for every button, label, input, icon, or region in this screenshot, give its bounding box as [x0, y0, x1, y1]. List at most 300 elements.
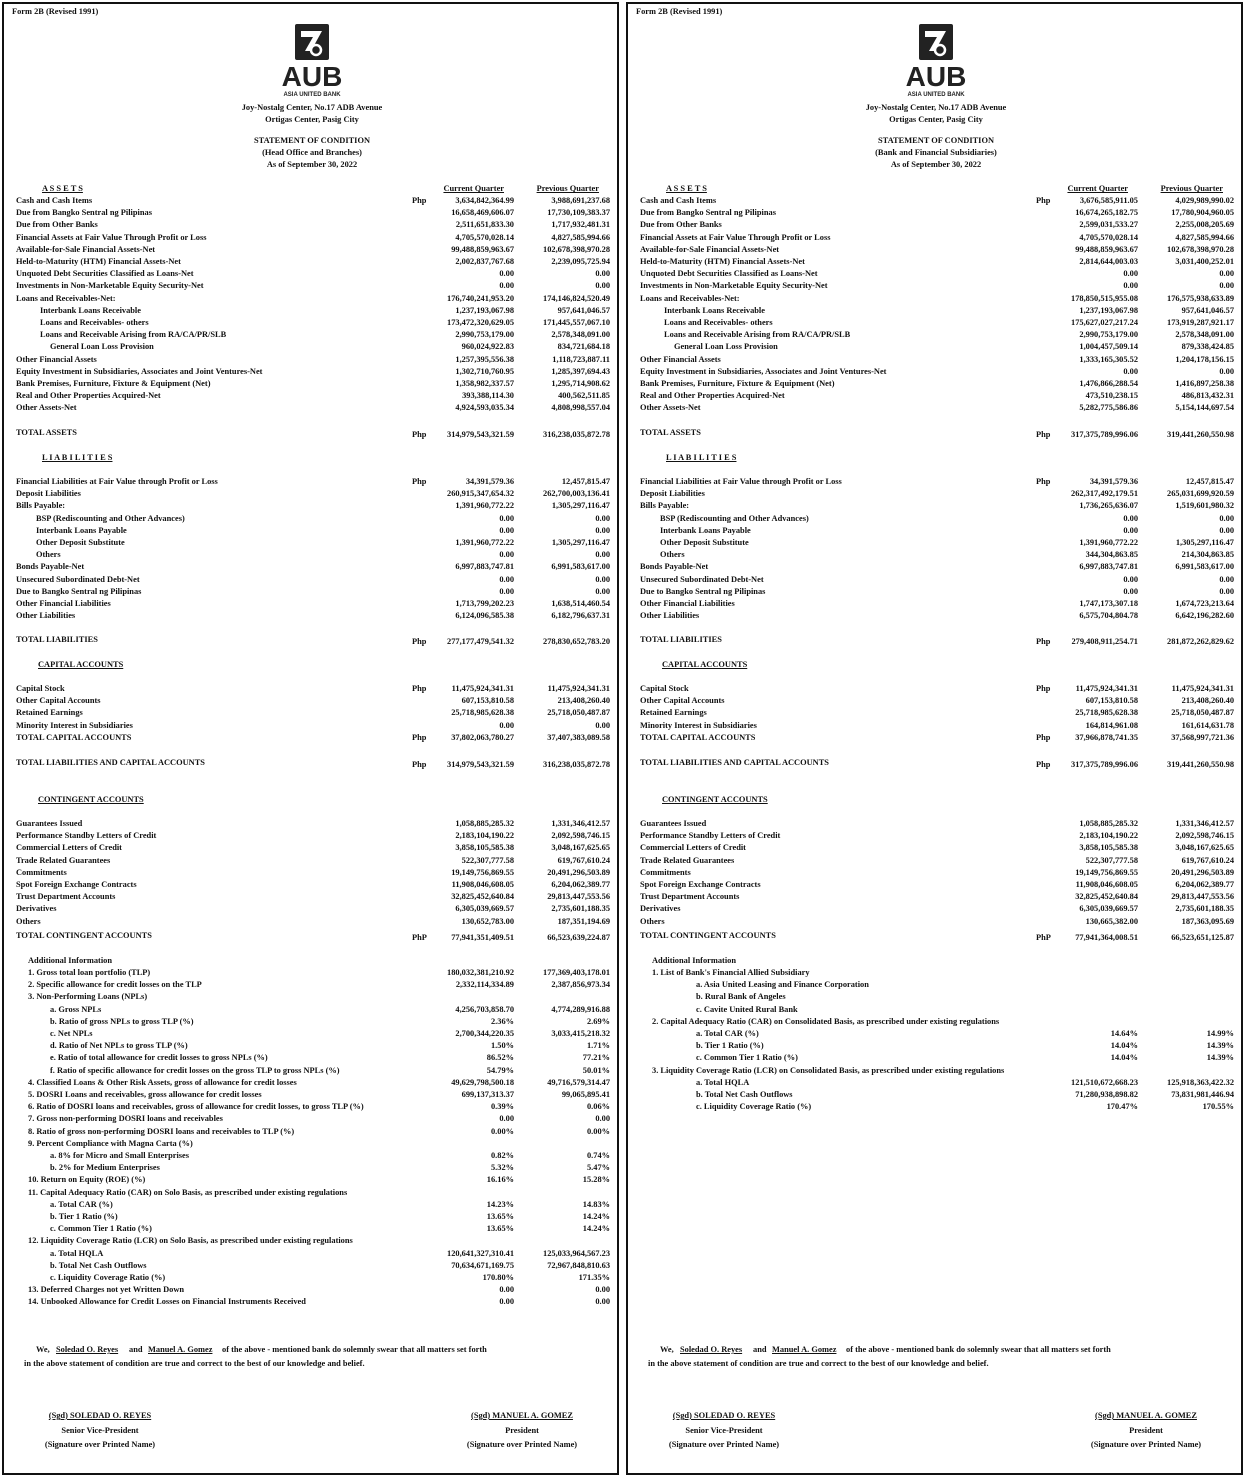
assets-row-previous: 173,919,287,921.17 — [1167, 318, 1234, 327]
assets-row-current: 173,472,320,629.05 — [447, 318, 514, 327]
liabilities-row-current: 0.00 — [499, 586, 514, 596]
assets-row-label: Loans and Receivables- others — [40, 318, 149, 327]
assets-row-label: Bank Premises, Furniture, Fixture & Equipment (Net) — [640, 379, 835, 388]
liabilities-row-label: Financial Liabilities at Fair Value through Profit or Loss — [16, 477, 218, 486]
assets-row-current: 2,814,644,003.03 — [1079, 257, 1138, 266]
capital-accounts-total-current: 314,979,543,321.59 — [447, 760, 514, 769]
liabilities-total-current: 279,408,911,254.71 — [1071, 637, 1138, 646]
additional-info-current: 14.64% — [1110, 1029, 1138, 1038]
assets-row-label: Equity Investment in Subsidiaries, Associates and Joint Ventures-Net — [16, 366, 263, 376]
statement-date: As of September 30, 2022 — [266, 160, 358, 169]
assets-header: A S S E T S — [42, 184, 83, 193]
contingent-accounts-row-label: Trade Related Guarantees — [640, 855, 735, 865]
capital-accounts-row-previous: 161,614,631.78 — [1181, 720, 1234, 730]
col-header-current: Current Quarter — [443, 184, 504, 193]
contingent-accounts-total-previous: 66,523,651,125.87 — [1171, 933, 1234, 942]
assets-row-label: Loans and Receivables-Net: — [640, 293, 740, 303]
assets-row-previous: 400,562,511.85 — [558, 391, 610, 401]
contingent-accounts-row-label: Others — [16, 916, 41, 926]
additional-info-previous: 125,918,363,422.32 — [1167, 1077, 1234, 1087]
contingent-accounts-row-label: Trust Department Accounts — [16, 892, 116, 902]
liabilities-row-current: 0.00 — [499, 525, 514, 535]
contingent-accounts-row-current: 11,908,046,608.05 — [1075, 880, 1138, 889]
oath-name1: Soledad O. Reyes — [56, 1345, 119, 1354]
assets-row-current: 2,599,031,533.27 — [1079, 220, 1138, 230]
contingent-accounts-row-current: 2,183,104,190.22 — [1079, 831, 1138, 841]
assets-row-previous: 4,827,585,994.66 — [1175, 232, 1234, 242]
liabilities-row-previous: 0.00 — [1219, 525, 1234, 535]
liabilities-row-previous: 0.00 — [595, 586, 610, 596]
currency-label: Php — [1036, 684, 1051, 693]
assets-row-current: 5,282,775,586.86 — [1079, 403, 1138, 413]
assets-row-label: Cash and Cash Items — [16, 196, 93, 205]
assets-row-current: 1,302,710,760.95 — [455, 366, 514, 376]
capital-accounts-row-label: TOTAL CAPITAL ACCOUNTS — [640, 732, 756, 742]
assets-row-label: Loans and Receivables- others — [664, 318, 773, 327]
assets-row-label: Due from Bangko Sentral ng Pilipinas — [640, 208, 776, 218]
contingent-accounts-row-previous: 187,363,095.69 — [1181, 916, 1234, 926]
contingent-accounts-row-label: Trust Department Accounts — [640, 892, 740, 902]
contingent-accounts-row-previous: 619,767,610.24 — [557, 855, 610, 865]
capital-accounts-row-label: Capital Stock — [640, 684, 689, 693]
assets-row-label: Equity Investment in Subsidiaries, Associates and Joint Ventures-Net — [640, 366, 887, 376]
additional-info-label: b. 2% for Medium Enterprises — [50, 1163, 160, 1173]
additional-info-current: 13.65% — [486, 1224, 514, 1234]
additional-info-label: c. Common Tier 1 Ratio (%) — [50, 1224, 152, 1234]
additional-info-previous: 2.69% — [586, 1016, 610, 1026]
additional-info-previous: 0.00% — [586, 1126, 610, 1136]
additional-info-label: 8. Ratio of gross non-performing DOSRI loans and receivables to TLP (%) — [28, 1126, 295, 1136]
contingent-accounts-row-label: Performance Standby Letters of Credit — [640, 831, 781, 841]
assets-row-label: Interbank Loans Receivable — [664, 305, 765, 315]
additional-info-previous: 4,774,289,916.88 — [551, 1004, 610, 1014]
assets-total-label: TOTAL ASSETS — [640, 428, 701, 437]
additional-info-current: 70,634,671,169.75 — [451, 1260, 514, 1270]
form-label: Form 2B (Revised 1991) — [12, 7, 99, 16]
assets-row-label: Investments in Non-Marketable Equity Security-Net — [640, 281, 828, 291]
liabilities-row-previous: 214,304,863.85 — [1181, 550, 1234, 560]
contingent-accounts-row-current: 32,825,452,640.84 — [451, 892, 514, 902]
additional-info-previous: 77.21% — [582, 1053, 610, 1063]
assets-row-label: Cash and Cash Items — [640, 196, 717, 205]
additional-info-label: a. 8% for Micro and Small Enterprises — [50, 1151, 190, 1160]
assets-row-label: Held-to-Maturity (HTM) Financial Assets-Net — [640, 257, 805, 266]
contingent-accounts-row-previous: 1,331,346,412.57 — [1175, 819, 1234, 828]
assets-row-label: Loans and Receivables-Net: — [16, 293, 116, 303]
liabilities-row-current: 1,391,960,772.22 — [455, 501, 514, 511]
capital-accounts-row-current: 0.00 — [499, 720, 514, 730]
assets-row-current: 0.00 — [499, 281, 514, 291]
assets-row-previous: 957,641,046.57 — [1181, 305, 1234, 315]
aub-logo — [902, 22, 970, 98]
liabilities-total-current: 277,177,479,541.32 — [447, 637, 514, 646]
additional-info-previous: 50.01% — [582, 1065, 610, 1075]
assets-row-current: 99,488,859,963.67 — [451, 244, 514, 254]
liabilities-row-previous: 1,305,297,116.47 — [551, 501, 610, 511]
contingent-accounts-row-previous: 6,204,062,389.77 — [1175, 880, 1234, 889]
additional-info-current: 86.52% — [486, 1053, 514, 1063]
currency-label: Php — [1036, 732, 1051, 742]
assets-row-label: Other Assets-Net — [16, 403, 77, 413]
liabilities-row-current: 34,391,579.36 — [465, 477, 514, 486]
assets-row-previous: 1,118,723,887.11 — [552, 354, 610, 364]
additional-info-label: 11. Capital Adequacy Ratio (CAR) on Solo Basis, as prescribed under existing regulations — [28, 1187, 348, 1197]
liabilities-row-previous: 0.00 — [1219, 586, 1234, 596]
additional-info-label: 6. Ratio of DOSRI loans and receivables, gross of allowance for credit losses, to gross TLP (%) — [28, 1102, 364, 1112]
additional-info-label: 2. Specific allowance for credit losses on the TLP — [28, 980, 202, 990]
additional-info-previous: 2,387,856,973.34 — [551, 980, 610, 990]
liabilities-row-previous: 1,305,297,116.47 — [1175, 538, 1234, 547]
assets-header: A S S E T S — [666, 184, 707, 193]
liabilities-row-previous: 265,031,699,920.59 — [1167, 489, 1234, 499]
contingent-accounts-row-current: 130,652,783.00 — [461, 916, 514, 926]
additional-info-previous: 0.00 — [595, 1114, 610, 1124]
signatory-name: (Sgd) SOLEDAD O. REYES — [48, 1411, 152, 1420]
currency-label: Php — [412, 477, 427, 486]
additional-info-label: b. Total Net Cash Outflows — [50, 1260, 147, 1270]
liabilities-row-current: 262,317,492,179.51 — [1071, 489, 1138, 499]
additional-info-previous: 177,369,403,178.01 — [543, 968, 610, 977]
capital-accounts-total-current: 317,375,789,996.06 — [1071, 760, 1138, 769]
contingent-accounts-row-current: 6,305,039,669.57 — [455, 904, 514, 914]
additional-info-previous: 171.35% — [578, 1273, 610, 1282]
additional-info-label: a. Asia United Leasing and Finance Corporation — [696, 980, 869, 990]
contingent-accounts-row-label: Guarantees Issued — [16, 819, 83, 828]
assets-row-current: 0.00 — [1123, 281, 1138, 291]
contingent-accounts-row-current: 3,858,105,585.38 — [1079, 843, 1138, 853]
liabilities-row-label: Other Liabilities — [16, 611, 76, 621]
capital-accounts-row-previous: 213,408,260.40 — [1181, 696, 1234, 706]
assets-row-previous: 0.00 — [1219, 281, 1234, 291]
logo-text: AUB — [281, 61, 343, 92]
assets-total-label: TOTAL ASSETS — [16, 428, 77, 437]
contingent-accounts-row-current: 522,307,777.58 — [1085, 855, 1138, 865]
oath-text-line2: in the above statement of condition are true and correct to the best of our knowledge and belief. — [24, 1359, 365, 1368]
assets-row-previous: 1,204,178,156.15 — [1175, 354, 1234, 364]
assets-row-previous: 5,154,144,697.54 — [1175, 403, 1234, 413]
col-header-current: Current Quarter — [1067, 184, 1128, 193]
additional-info-label: a. Total CAR (%) — [50, 1199, 113, 1209]
liabilities-row-previous: 262,700,003,136.41 — [543, 489, 610, 499]
capital-accounts-total-label: TOTAL LIABILITIES AND CAPITAL ACCOUNTS — [640, 758, 829, 767]
liabilities-row-previous: 1,674,723,213.64 — [1175, 599, 1234, 608]
assets-row-current: 2,990,753,179.00 — [1079, 330, 1138, 340]
liabilities-row-previous: 6,642,196,282.60 — [1175, 611, 1234, 621]
signatory-position: President — [505, 1426, 539, 1435]
liabilities-row-previous: 0.00 — [1219, 513, 1234, 523]
additional-info-current: 14.04% — [1110, 1053, 1138, 1063]
additional-info-previous: 3,033,415,218.32 — [551, 1029, 610, 1038]
liabilities-row-label: Unsecured Subordinated Debt-Net — [640, 574, 764, 584]
additional-info-previous: 170.55% — [1202, 1102, 1234, 1112]
liabilities-row-previous: 1,638,514,460.54 — [551, 599, 610, 608]
statement-title: STATEMENT OF CONDITION — [877, 136, 995, 145]
liabilities-row-previous: 0.00 — [595, 513, 610, 523]
capital-accounts-row-current: 37,802,063,780.27 — [451, 732, 514, 742]
liabilities-row-label: Other Deposit Substitute — [660, 538, 749, 547]
liabilities-row-label: Other Deposit Substitute — [36, 538, 125, 547]
contingent-accounts-row-previous: 29,813,447,553.56 — [547, 892, 610, 902]
assets-row-label: Available-for-Sale Financial Assets-Net — [16, 244, 156, 254]
assets-row-current: 473,510,238.15 — [1085, 391, 1138, 401]
oath-we: We, — [36, 1345, 50, 1354]
signatory-name: (Sgd) SOLEDAD O. REYES — [672, 1411, 776, 1420]
bank-address-line2: Ortigas Center, Pasig City — [889, 115, 983, 124]
signatory-caption: (Signature over Printed Name) — [1090, 1440, 1202, 1449]
additional-info-label: c. Liquidity Coverage Ratio (%) — [50, 1273, 166, 1282]
assets-row-previous: 2,578,348,091.00 — [551, 330, 610, 340]
capital-accounts-row-label: Other Capital Accounts — [640, 696, 725, 706]
additional-info-label: 1. Gross total loan portfolio (TLP) — [28, 968, 151, 977]
additional-info-previous: 14.99% — [1206, 1029, 1234, 1038]
contingent-accounts-row-current: 522,307,777.58 — [461, 855, 514, 865]
liabilities-row-label: Interbank Loans Payable — [660, 525, 751, 535]
additional-info-label: b. Rural Bank of Angeles — [696, 992, 786, 1002]
assets-row-current: 4,924,593,035.34 — [455, 403, 514, 413]
bank-address-line1: Joy-Nostalg Center, No.17 ADB Avenue — [865, 103, 1007, 112]
currency-label: Php — [412, 684, 427, 693]
assets-row-current: 1,237,193,067.98 — [455, 305, 514, 315]
capital-accounts-row-label: Minority Interest in Subsidiaries — [640, 720, 757, 730]
currency-label: Php — [412, 760, 427, 769]
capital-accounts-row-previous: 11,475,924,341.31 — [1171, 684, 1234, 693]
contingent-accounts-row-label: Derivatives — [640, 904, 681, 914]
assets-row-current: 2,990,753,179.00 — [455, 330, 514, 340]
additional-info-label: c. Net NPLs — [50, 1029, 93, 1038]
assets-row-previous: 957,641,046.57 — [557, 305, 610, 315]
contingent-accounts-row-label: Derivatives — [16, 904, 57, 914]
liabilities-row-previous: 0.00 — [1219, 574, 1234, 584]
capital-accounts-header: CAPITAL ACCOUNTS — [662, 660, 748, 669]
assets-row-previous: 834,721,684.18 — [557, 342, 610, 352]
assets-row-previous: 17,730,109,383.37 — [547, 208, 610, 218]
contingent-accounts-total-label: TOTAL CONTINGENT ACCOUNTS — [16, 931, 152, 940]
liabilities-row-current: 6,124,096,585.38 — [455, 611, 514, 621]
liabilities-row-label: Others — [36, 550, 61, 560]
additional-info-label: 5. DOSRI Loans and receivables, gross allowance for credit losses — [28, 1090, 262, 1099]
oath-we: We, — [660, 1345, 674, 1354]
statement-title: STATEMENT OF CONDITION — [253, 136, 371, 145]
liabilities-total-previous: 278,830,652,783.20 — [543, 637, 610, 646]
assets-row-previous: 176,575,938,633.89 — [1167, 293, 1234, 303]
additional-info-previous: 0.06% — [586, 1102, 610, 1112]
additional-info-previous: 125,033,964,567.23 — [543, 1248, 610, 1258]
contingent-accounts-row-current: 130,665,382.00 — [1085, 916, 1138, 926]
capital-accounts-row-current: 164,814,961.08 — [1085, 720, 1138, 730]
assets-row-label: Due from Other Banks — [16, 220, 98, 230]
liabilities-header: L I A B I L I T I E S — [666, 453, 737, 462]
assets-row-current: 0.00 — [1123, 366, 1138, 376]
currency-label: PhP — [1036, 933, 1051, 942]
assets-row-label: General Loan Loss Provision — [50, 342, 154, 352]
assets-total-current: 317,375,789,996.06 — [1071, 430, 1138, 439]
liabilities-row-previous: 1,305,297,116.47 — [551, 538, 610, 547]
capital-accounts-row-previous: 213,408,260.40 — [557, 696, 610, 706]
additional-info-current: 0.39% — [490, 1102, 514, 1112]
currency-label: Php — [412, 732, 427, 742]
aub-logo — [278, 22, 346, 98]
additional-info-current: 170.47% — [1106, 1102, 1138, 1112]
liabilities-row-label: Other Financial Liabilities — [16, 599, 111, 608]
signatory-caption: (Signature over Printed Name) — [668, 1440, 780, 1449]
col-header-previous: Previous Quarter — [1160, 184, 1223, 193]
contingent-accounts-row-label: Commitments — [640, 867, 691, 877]
oath-text-line2: in the above statement of condition are true and correct to the best of our knowledge and belief. — [648, 1359, 989, 1368]
capital-accounts-row-label: Capital Stock — [16, 684, 65, 693]
liabilities-total-label: TOTAL LIABILITIES — [640, 635, 722, 644]
assets-row-current: 176,740,241,953.20 — [447, 293, 514, 303]
liabilities-row-label: Bonds Payable-Net — [640, 562, 709, 572]
assets-row-current: 1,476,866,288.54 — [1079, 379, 1138, 388]
assets-row-previous: 171,445,557,067.10 — [543, 318, 610, 327]
assets-row-previous: 102,678,398,970.28 — [543, 244, 610, 254]
capital-accounts-row-label: Retained Earnings — [16, 708, 83, 718]
signatory-caption: (Signature over Printed Name) — [44, 1440, 156, 1449]
assets-row-label: Bank Premises, Furniture, Fixture & Equipment (Net) — [16, 379, 211, 388]
capital-accounts-row-label: Other Capital Accounts — [16, 696, 101, 706]
currency-label: Php — [1036, 477, 1051, 486]
assets-row-current: 1,004,457,509.14 — [1079, 342, 1138, 352]
assets-row-label: Real and Other Properties Acquired-Net — [640, 391, 785, 401]
statement-head-office — [2, 2, 619, 1475]
additional-info-label: 9. Percent Compliance with Magna Carta (%) — [28, 1138, 193, 1148]
capital-accounts-header: CAPITAL ACCOUNTS — [38, 660, 124, 669]
currency-label: PhP — [412, 933, 427, 942]
liabilities-row-label: Others — [660, 550, 685, 560]
additional-info-previous: 14.39% — [1206, 1053, 1234, 1063]
contingent-accounts-row-previous: 187,351,194.69 — [557, 916, 610, 926]
liabilities-row-previous: 6,182,796,637.31 — [551, 611, 610, 621]
liabilities-row-label: Deposit Liabilities — [16, 489, 81, 499]
contingent-accounts-row-label: Trade Related Guarantees — [16, 855, 111, 865]
assets-row-previous: 1,717,932,481.31 — [551, 220, 610, 230]
assets-row-label: Interbank Loans Receivable — [40, 305, 141, 315]
additional-info-label: b. Tier 1 Ratio (%) — [50, 1212, 118, 1221]
capital-accounts-total-label: TOTAL LIABILITIES AND CAPITAL ACCOUNTS — [16, 758, 205, 767]
additional-info-current: 14.04% — [1110, 1041, 1138, 1051]
assets-row-previous: 0.00 — [595, 281, 610, 291]
capital-accounts-row-current: 607,153,810.58 — [1085, 696, 1138, 706]
assets-row-current: 16,658,469,606.07 — [451, 208, 514, 218]
liabilities-row-label: Due to Bangko Sentral ng Pilipinas — [640, 586, 766, 596]
liabilities-row-label: BSP (Rediscounting and Other Advances) — [660, 513, 809, 523]
liabilities-row-current: 0.00 — [1123, 513, 1138, 523]
signatory-position: Senior Vice-President — [685, 1426, 763, 1435]
liabilities-row-previous: 12,457,815.47 — [561, 477, 610, 486]
assets-row-current: 1,333,165,305.52 — [1079, 354, 1138, 364]
assets-row-label: Loans and Receivable Arising from RA/CA/PR/SLB — [664, 330, 851, 340]
contingent-accounts-row-previous: 2,092,598,746.15 — [1175, 831, 1234, 841]
assets-row-previous: 0.00 — [1219, 366, 1234, 376]
liabilities-row-label: Other Financial Liabilities — [640, 599, 735, 608]
additional-info-label: f. Ratio of specific allowance for credit losses on the gross TLP to gross NPLs (%) — [50, 1065, 340, 1075]
contingent-accounts-row-current: 3,858,105,585.38 — [455, 843, 514, 853]
liabilities-row-current: 34,391,579.36 — [1089, 477, 1138, 486]
additional-info-label: 2. Capital Adequacy Ratio (CAR) on Consolidated Basis, as prescribed under existing regulations — [652, 1016, 1000, 1026]
additional-info-current: 0.82% — [490, 1151, 514, 1160]
contingent-accounts-row-previous: 2,092,598,746.15 — [551, 831, 610, 841]
liabilities-row-label: Other Liabilities — [640, 611, 700, 621]
additional-info-previous: 73,831,981,446.94 — [1171, 1090, 1234, 1099]
additional-info-previous: 0.00 — [595, 1297, 610, 1307]
assets-row-label: Held-to-Maturity (HTM) Financial Assets-Net — [16, 257, 181, 266]
liabilities-row-previous: 12,457,815.47 — [1185, 477, 1234, 486]
additional-info-previous: 49,716,579,314.47 — [547, 1077, 610, 1087]
additional-info-current: 2.36% — [490, 1016, 514, 1026]
assets-row-label: Due from Other Banks — [640, 220, 722, 230]
contingent-accounts-row-label: Guarantees Issued — [640, 819, 707, 828]
logo-text: AUB — [905, 61, 967, 92]
liabilities-row-previous: 0.00 — [595, 525, 610, 535]
capital-accounts-total-previous: 316,238,035,872.78 — [543, 760, 610, 769]
liabilities-row-previous: 0.00 — [595, 574, 610, 584]
assets-row-previous: 0.00 — [1219, 269, 1234, 279]
assets-row-current: 960,024,922.83 — [461, 342, 514, 352]
contingent-accounts-row-previous: 20,491,296,503.89 — [547, 867, 610, 877]
liabilities-row-label: Bonds Payable-Net — [16, 562, 85, 572]
additional-info-current: 0.00 — [499, 1285, 514, 1295]
additional-info-current: 4,256,703,858.70 — [455, 1004, 514, 1014]
liabilities-row-label: Deposit Liabilities — [640, 489, 705, 499]
assets-row-current: 4,705,570,028.14 — [455, 232, 514, 242]
oath-text: of the above - mentioned bank do solemnly swear that all matters set forth — [846, 1345, 1111, 1354]
currency-label: Php — [1036, 196, 1051, 205]
assets-row-previous: 2,239,095,725.94 — [551, 257, 610, 266]
additional-info-label: 4. Classified Loans & Other Risk Assets, gross of allowance for credit losses — [28, 1077, 297, 1087]
liabilities-row-current: 1,391,960,772.22 — [455, 538, 514, 547]
assets-row-current: 3,634,842,364.99 — [455, 196, 514, 205]
assets-row-current: 2,511,651,833.30 — [455, 220, 514, 230]
assets-row-label: Financial Assets at Fair Value Through Profit or Loss — [640, 232, 831, 242]
additional-info-current: 121,510,672,668.23 — [1071, 1077, 1138, 1087]
liabilities-row-current: 1,747,173,307.18 — [1079, 599, 1138, 608]
capital-accounts-total-previous: 319,441,260,550.98 — [1167, 760, 1234, 769]
additional-info-label: b. Total Net Cash Outflows — [696, 1090, 793, 1099]
additional-info-previous: 14.24% — [582, 1212, 610, 1221]
currency-label: Php — [412, 637, 427, 646]
additional-info-current: 120,641,327,310.41 — [447, 1248, 514, 1258]
liabilities-row-label: Financial Liabilities at Fair Value through Profit or Loss — [640, 477, 842, 486]
assets-row-previous: 174,146,824,520.49 — [543, 293, 610, 303]
svg-text:ASIA UNITED BANK: ASIA UNITED BANK — [907, 92, 965, 98]
currency-label: Php — [412, 196, 427, 205]
contingent-accounts-header: CONTINGENT ACCOUNTS — [662, 795, 768, 804]
signatory-name: (Sgd) MANUEL A. GOMEZ — [471, 1411, 573, 1420]
assets-row-current: 393,388,114.30 — [462, 391, 514, 401]
contingent-accounts-row-label: Commercial Letters of Credit — [16, 843, 122, 853]
assets-total-previous: 319,441,260,550.98 — [1167, 430, 1234, 439]
additional-info-current: 180,032,381,210.92 — [447, 968, 514, 977]
signatory-name: (Sgd) MANUEL A. GOMEZ — [1095, 1411, 1197, 1420]
assets-row-current: 1,257,395,556.38 — [455, 354, 514, 364]
bank-address-line1: Joy-Nostalg Center, No.17 ADB Avenue — [241, 103, 383, 112]
liabilities-row-current: 6,997,883,747.81 — [1079, 562, 1138, 572]
additional-info-label: 7. Gross non-performing DOSRI loans and receivables — [28, 1114, 223, 1124]
contingent-accounts-total-previous: 66,523,639,224.87 — [547, 933, 610, 942]
contingent-accounts-row-label: Spot Foreign Exchange Contracts — [16, 880, 137, 889]
liabilities-row-current: 0.00 — [499, 550, 514, 560]
contingent-accounts-row-current: 2,183,104,190.22 — [455, 831, 514, 841]
contingent-accounts-row-previous: 2,735,601,188.35 — [1175, 904, 1234, 914]
additional-info-label: 1. List of Bank's Financial Allied Subsidiary — [652, 968, 810, 977]
assets-row-previous: 2,578,348,091.00 — [1175, 330, 1234, 340]
additional-info-label: a. Gross NPLs — [50, 1004, 102, 1014]
oath-and: and — [129, 1345, 143, 1354]
additional-info-current: 13.65% — [486, 1212, 514, 1221]
contingent-accounts-row-label: Commercial Letters of Credit — [640, 843, 746, 853]
assets-row-current: 16,674,265,182.75 — [1075, 208, 1138, 218]
assets-row-current: 0.00 — [1123, 269, 1138, 279]
